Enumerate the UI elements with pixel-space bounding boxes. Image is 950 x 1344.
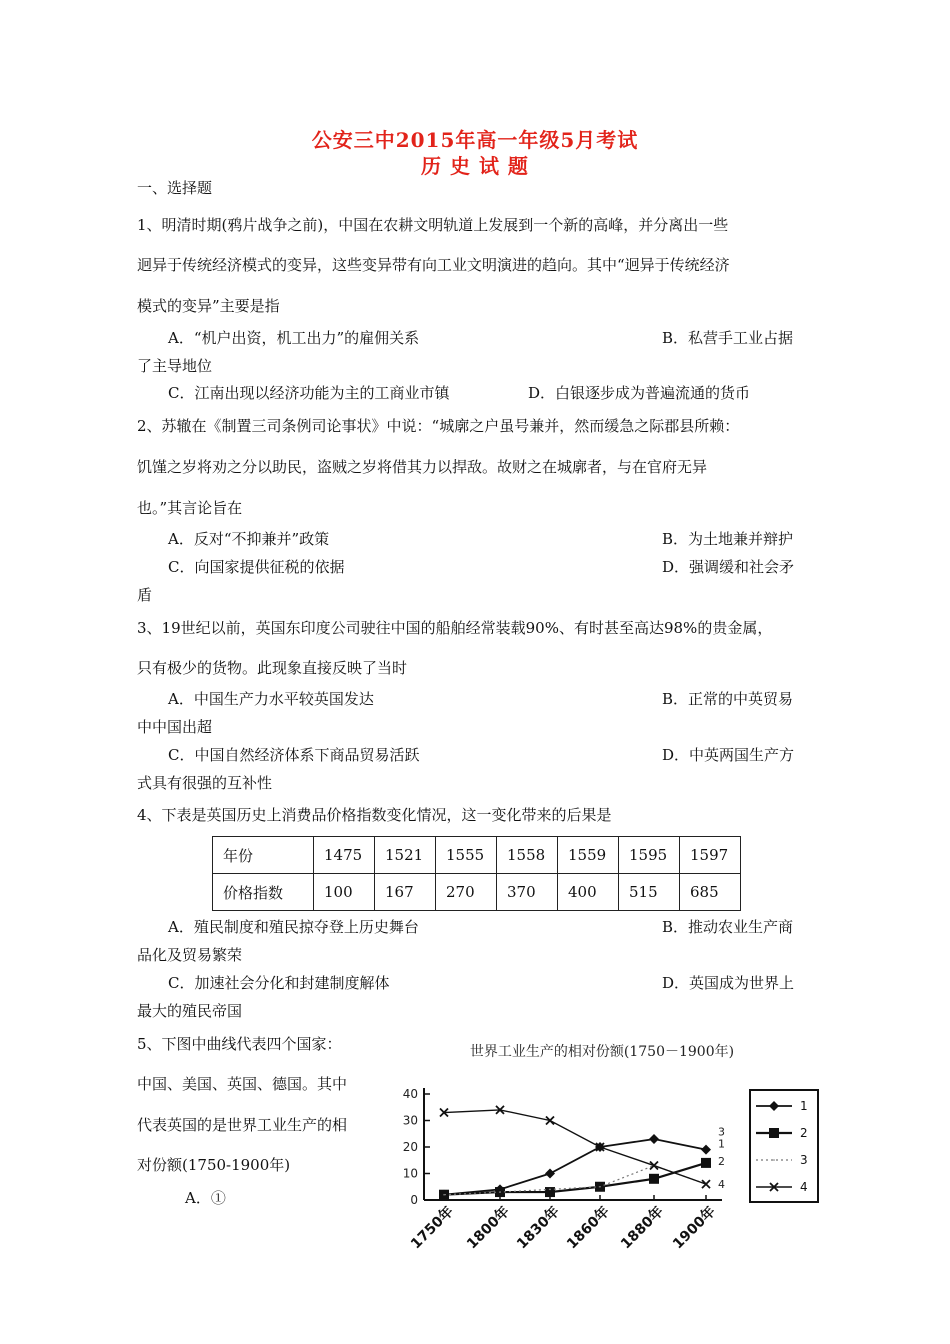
legend-label-1: 1	[800, 1099, 808, 1113]
table-cell: 167	[375, 874, 436, 911]
table-cell: 515	[619, 874, 680, 911]
series-3-point	[549, 1189, 551, 1191]
q4-option-c[interactable]: C．加速社会分化和封建制度解体	[168, 974, 390, 992]
series-1-point	[701, 1145, 711, 1155]
table-cell: 370	[497, 874, 558, 911]
series-end-label: 2	[718, 1154, 725, 1168]
y-tick-label: 10	[402, 1166, 418, 1181]
exam-subtitle: 历 史 试 题	[421, 154, 529, 178]
table-cell: 1558	[497, 837, 558, 874]
q2-option-c[interactable]: C．向国家提供征税的依据	[168, 558, 345, 576]
q1-option-b[interactable]: B．私营手工业占据	[662, 329, 794, 347]
q3-option-a[interactable]: A．中国生产力水平较英国发达	[168, 690, 374, 708]
exam-title: 公安三中2015年高一年级5月考试	[311, 128, 639, 152]
series-1-point	[545, 1169, 555, 1179]
q2-option-b[interactable]: B．为土地兼并辩护	[662, 530, 794, 548]
chart-title: 世界工业生产的相对份额(1750－1900年)	[469, 1044, 735, 1060]
series-3-point	[443, 1194, 445, 1196]
series-4-line	[444, 1110, 706, 1184]
section-heading: 一、选择题	[137, 179, 213, 197]
x-tick-label: 1860年	[564, 1203, 613, 1253]
price-index-table	[212, 836, 741, 911]
table-cell-index-label: 价格指数	[213, 874, 314, 911]
y-tick-label: 30	[402, 1113, 418, 1128]
q2-stem-line-2: 饥馑之岁将劝之分以助民，盗贼之岁将借其力以捍敌。故财之在城廓者，与在官府无异	[137, 458, 708, 476]
table-cell: 685	[680, 874, 741, 911]
y-tick-label: 40	[402, 1087, 418, 1101]
series-4-point	[702, 1180, 710, 1188]
q5-option-a[interactable]: A．①	[185, 1189, 226, 1207]
series-3-point	[773, 1159, 775, 1161]
series-2-point	[769, 1128, 779, 1138]
table-cell: 1521	[375, 837, 436, 874]
table-row	[213, 837, 741, 874]
q4-option-b[interactable]: B．推动农业生产商	[662, 918, 794, 936]
table-cell: 1595	[619, 837, 680, 874]
q1-stem-line-2: 迥异于传统经济模式的变异，这些变异带有向工业文明演进的趋向。其中“迥异于传统经济	[137, 256, 730, 274]
q4-option-d[interactable]: D．英国成为世界上	[662, 974, 795, 992]
q5-stem-line-1: 5、下图中曲线代表四个国家：	[137, 1035, 342, 1053]
q2-stem-line-1: 2、苏辙在《制置三司条例司论事状》中说：“城廓之户虽号兼并，然而缓急之际郡县所赖：	[137, 417, 740, 435]
q4-option-d-cont: 最大的殖民帝国	[137, 1002, 243, 1020]
q4-stem: 4、下表是英国历史上消费品价格指数变化情况，这一变化带来的后果是	[137, 806, 612, 824]
q3-option-c[interactable]: C．中国自然经济体系下商品贸易活跃	[168, 746, 420, 764]
x-tick-label: 1880年	[618, 1203, 667, 1253]
q2-stem-line-3: 也。”其言论旨在	[137, 499, 243, 517]
q3-option-b-cont: 中中国出超	[137, 718, 213, 736]
table-cell: 100	[314, 874, 375, 911]
q3-option-d[interactable]: D．中英两国生产方	[662, 746, 795, 764]
q4-option-a[interactable]: A．殖民制度和殖民掠夺登上历史舞台	[168, 918, 419, 936]
industrial-share-chart	[382, 1034, 822, 1284]
q5-stem-line-2: 中国、美国、英国、德国。其中	[137, 1075, 348, 1093]
series-end-label: 4	[718, 1178, 725, 1192]
q1-option-d[interactable]: D．白银逐步成为普遍流通的货币	[528, 384, 751, 402]
legend-label-4: 4	[800, 1180, 808, 1194]
table-cell: 1475	[314, 837, 375, 874]
series-end-label: 3	[718, 1125, 725, 1139]
table-cell: 1555	[436, 837, 497, 874]
x-tick-label: 1830年	[514, 1203, 563, 1253]
series-2-point	[701, 1158, 711, 1168]
series-2-line	[444, 1163, 706, 1195]
y-tick-label: 0	[410, 1193, 418, 1207]
series-1-point	[769, 1101, 779, 1111]
table-row	[213, 874, 741, 911]
series-4-point	[650, 1162, 658, 1170]
legend-label-3: 3	[800, 1153, 808, 1167]
table-cell: 1597	[680, 837, 741, 874]
table-cell: 1559	[558, 837, 619, 874]
series-1-line	[444, 1139, 706, 1195]
q5-stem-line-3: 代表英国的是世界工业生产的相	[137, 1116, 348, 1134]
q2-option-a[interactable]: A．反对“不抑兼并”政策	[168, 530, 330, 548]
q1-stem-line-1: 1、明清时期(鸦片战争之前)，中国在农耕文明轨道上发展到一个新的高峰，并分离出一些	[137, 216, 729, 234]
q3-option-d-cont: 式具有很强的互补性	[137, 774, 273, 792]
legend-label-2: 2	[800, 1126, 808, 1140]
q1-option-a[interactable]: A．“机户出资，机工出力”的雇佣关系	[168, 329, 420, 347]
series-end-label: 1	[718, 1137, 725, 1151]
table-cell-year-label: 年份	[213, 837, 314, 874]
q1-option-b-cont: 了主导地位	[137, 357, 213, 375]
series-3-point	[599, 1186, 601, 1188]
q2-option-d-cont: 盾	[137, 586, 153, 604]
q5-stem-line-4: 对份额(1750-1900年)	[137, 1156, 291, 1174]
x-tick-label: 1800年	[464, 1203, 513, 1253]
series-1-point	[649, 1134, 659, 1144]
q2-option-d[interactable]: D．强调缓和社会矛	[662, 558, 795, 576]
q1-option-c[interactable]: C．江南出现以经济功能为主的工商业市镇	[168, 384, 450, 402]
series-2-point	[649, 1174, 659, 1184]
x-tick-label: 1750年	[408, 1203, 457, 1253]
series-3-point	[499, 1191, 501, 1193]
q3-stem-line-1: 3、19世纪以前，英国东印度公司驶往中国的船舶经常装载90%、有时甚至高达98%的贵金属，	[137, 619, 773, 637]
q3-option-b[interactable]: B．正常的中英贸易	[662, 690, 794, 708]
q4-option-b-cont: 品化及贸易繁荣	[137, 946, 243, 964]
series-2-point	[545, 1187, 555, 1197]
y-tick-label: 20	[402, 1140, 418, 1154]
q3-stem-line-2: 只有极少的货物。此现象直接反映了当时	[137, 659, 408, 677]
q1-stem-line-3: 模式的变异”主要是指	[137, 297, 280, 315]
table-cell: 270	[436, 874, 497, 911]
table-cell: 400	[558, 874, 619, 911]
x-tick-label: 1900年	[670, 1203, 719, 1253]
